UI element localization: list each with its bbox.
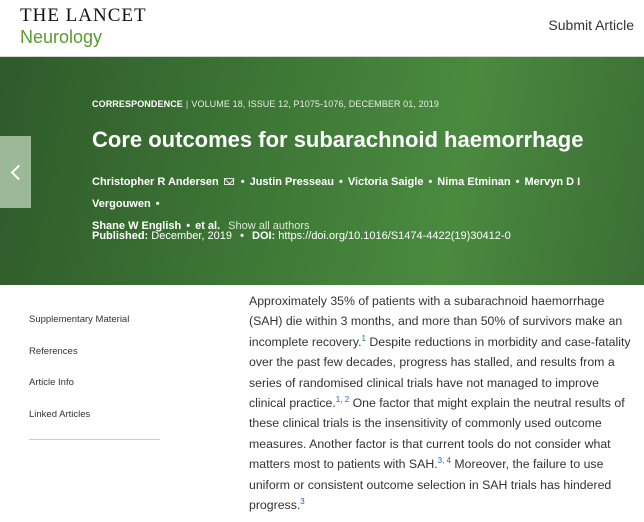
author-list [92,171,637,237]
publication-info [92,230,511,242]
author-separator: • [428,176,433,188]
article-type: CORRESPONDENCE [92,99,183,109]
author-link[interactable]: Shane W English [92,220,182,232]
submit-article-link[interactable]: Submit Article [548,17,634,33]
reference-citation [336,395,349,404]
published-label: Published: [92,230,149,242]
sidebar-item-references[interactable]: References [29,345,78,357]
reference-link[interactable]: 4 [446,456,451,466]
author-link[interactable]: Mervyn D I Vergouwen [92,176,581,210]
volume-info: VOLUME 18, ISSUE 12, P1075-1076, DECEMBER 01, 2019 [191,99,440,109]
previous-article-button[interactable] [0,136,31,208]
doi-label: DOI: [252,230,276,242]
body-text-segment: One factor that might explain the neutral results of these clinical trials is the insensitivity of commonly used outcome measures. Another factor is that current tools do not consider what matters most to patients with SAH. [249,396,625,472]
reference-link[interactable]: 3, [437,456,445,466]
article-body [249,291,639,515]
article-meta [92,99,439,109]
published-date: December, 2019 [151,230,233,242]
author-separator: • [240,176,245,188]
reference-citation [438,456,451,465]
author-link[interactable]: Nima Etminan [437,176,511,188]
body-text-segment: Moreover, the failure to use uniform or consistent outcome selection in SAH trials has hindered progress. [249,457,612,513]
sidebar-divider [29,439,160,440]
chevron-left-icon [10,164,26,180]
logo-neurology: Neurology [20,27,103,47]
reference-citation [300,497,304,506]
et-al: et al. [195,220,221,232]
article-sidebar-nav [29,313,159,439]
body-text-segment: Approximately 35% of patients with a subarachnoid haemorrhage (SAH) die within 3 months, and more than 50% of survivors make an incomplete recovery. [249,294,623,349]
body-text-segment: Despite reductions in morbidity and case-fatality over the past few decades, progress has stalled, and results from a series of randomised clinical trials have not managed to improve clinical practice. [249,334,631,411]
logo-the-lancet: THE LANCET [20,5,147,26]
journal-logo[interactable] [20,6,147,47]
author-link[interactable]: Christopher R Andersen [92,176,219,188]
doi-link[interactable]: https://doi.org/10.1016/S1474-4422(19)30412-0 [278,230,511,242]
mail-icon[interactable] [224,178,234,185]
sidebar-item-linked-articles[interactable]: Linked Articles [29,408,91,420]
reference-link[interactable]: 2 [344,395,350,405]
site-header [0,0,644,57]
sidebar-item-article-info[interactable]: Article Info [29,377,74,388]
author-link[interactable]: Justin Presseau [249,176,334,188]
author-separator: • [186,220,191,232]
article-title: Core outcomes for subarachnoid haemorrhage [92,127,584,152]
reference-link[interactable]: 3 [300,497,305,507]
meta-separator: | [185,99,189,109]
author-separator: • [338,176,343,188]
sidebar-item-supplementary-material[interactable]: Supplementary Material [29,314,130,325]
reference-link[interactable]: 1 [361,333,366,343]
reference-link[interactable]: 1, [335,395,343,405]
pub-separator: • [240,230,244,242]
show-all-authors-link[interactable]: Show all authors [228,220,310,232]
author-separator: • [515,176,520,188]
article-hero [0,57,644,285]
author-link[interactable]: Victoria Saigle [347,176,424,188]
author-separator: • [155,198,160,210]
